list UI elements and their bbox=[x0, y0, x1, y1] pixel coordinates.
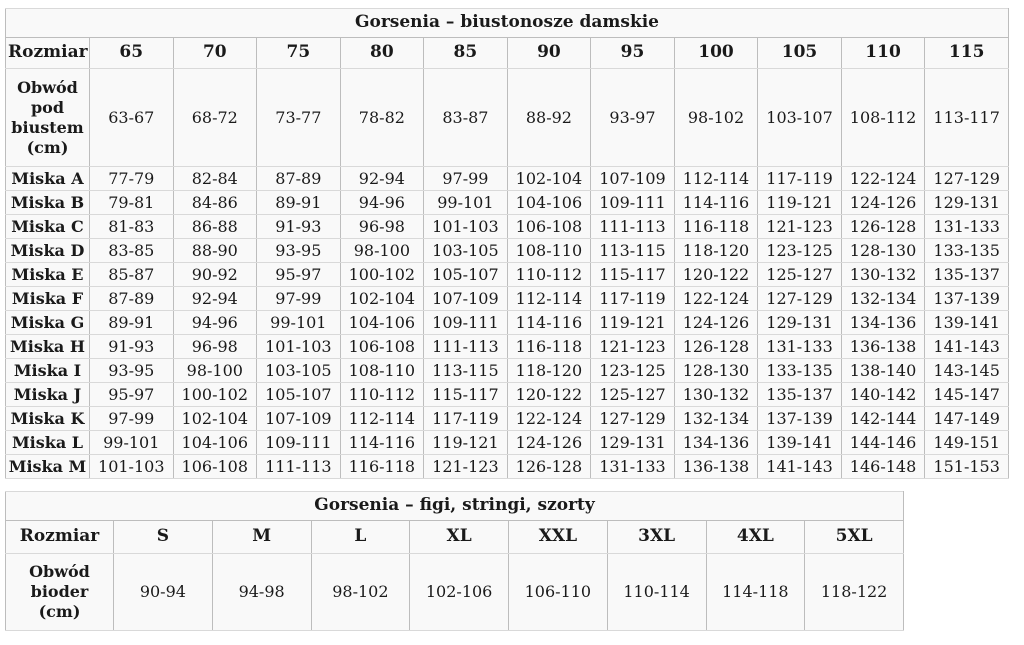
bust-range-cell: 104-106 bbox=[507, 191, 591, 215]
bust-range-cell: 129-131 bbox=[758, 311, 842, 335]
underbust-range-cell: 113-117 bbox=[925, 69, 1009, 167]
bust-range-cell: 135-137 bbox=[758, 383, 842, 407]
hips-range-cell: 114-118 bbox=[706, 554, 805, 631]
hips-range-cell: 110-114 bbox=[607, 554, 706, 631]
cup-row-label: Miska D bbox=[6, 239, 90, 263]
bust-range-cell: 105-107 bbox=[257, 383, 341, 407]
bust-range-cell: 133-135 bbox=[758, 359, 842, 383]
brief-table-body bbox=[6, 492, 904, 631]
bust-range-cell: 139-141 bbox=[758, 431, 842, 455]
bra-size-column-header: 65 bbox=[90, 38, 174, 69]
bust-range-cell: 127-129 bbox=[925, 167, 1009, 191]
brief-size-column-header: L bbox=[311, 521, 410, 554]
bust-range-cell: 128-130 bbox=[674, 359, 758, 383]
bust-range-cell: 135-137 bbox=[925, 263, 1009, 287]
brief-header-row bbox=[6, 521, 904, 554]
bust-range-cell: 115-117 bbox=[591, 263, 675, 287]
bust-range-cell: 131-133 bbox=[591, 455, 675, 479]
bust-range-cell: 83-85 bbox=[90, 239, 174, 263]
bust-range-cell: 92-94 bbox=[340, 167, 424, 191]
bust-range-cell: 126-128 bbox=[674, 335, 758, 359]
bust-range-cell: 124-126 bbox=[841, 191, 925, 215]
bust-range-cell: 143-145 bbox=[925, 359, 1009, 383]
bust-range-cell: 118-120 bbox=[507, 359, 591, 383]
bust-range-cell: 102-104 bbox=[173, 407, 257, 431]
bra-size-column-header: 80 bbox=[340, 38, 424, 69]
bra-table-body bbox=[6, 9, 1009, 479]
hips-range-cell: 118-122 bbox=[805, 554, 904, 631]
bust-range-cell: 123-125 bbox=[591, 359, 675, 383]
hips-range-cell: 98-102 bbox=[311, 554, 410, 631]
cup-row bbox=[6, 287, 1009, 311]
bust-range-cell: 112-114 bbox=[340, 407, 424, 431]
bust-range-cell: 82-84 bbox=[173, 167, 257, 191]
bust-range-cell: 101-103 bbox=[90, 455, 174, 479]
cup-row-label: Miska I bbox=[6, 359, 90, 383]
brief-size-table bbox=[5, 491, 904, 631]
bust-range-cell: 120-122 bbox=[507, 383, 591, 407]
cup-row-label: Miska J bbox=[6, 383, 90, 407]
bra-underbust-row bbox=[6, 69, 1009, 167]
bra-size-column-header: 110 bbox=[841, 38, 925, 69]
brief-size-column-header: XXL bbox=[509, 521, 608, 554]
underbust-range-cell: 98-102 bbox=[674, 69, 758, 167]
bust-range-cell: 96-98 bbox=[340, 215, 424, 239]
underbust-range-cell: 68-72 bbox=[173, 69, 257, 167]
bust-range-cell: 89-91 bbox=[90, 311, 174, 335]
bust-range-cell: 114-116 bbox=[340, 431, 424, 455]
bust-range-cell: 99-101 bbox=[90, 431, 174, 455]
brief-size-column-header: 3XL bbox=[607, 521, 706, 554]
bust-range-cell: 134-136 bbox=[674, 431, 758, 455]
brief-size-label: Rozmiar bbox=[6, 521, 114, 554]
bust-range-cell: 114-116 bbox=[507, 311, 591, 335]
bust-range-cell: 97-99 bbox=[257, 287, 341, 311]
bust-range-cell: 129-131 bbox=[591, 431, 675, 455]
bust-range-cell: 102-104 bbox=[507, 167, 591, 191]
bust-range-cell: 94-96 bbox=[173, 311, 257, 335]
bust-range-cell: 132-134 bbox=[674, 407, 758, 431]
bust-range-cell: 114-116 bbox=[674, 191, 758, 215]
bust-range-cell: 149-151 bbox=[925, 431, 1009, 455]
underbust-range-cell: 108-112 bbox=[841, 69, 925, 167]
bra-table-title: Gorsenia – biustonosze damskie bbox=[6, 9, 1009, 38]
bust-range-cell: 87-89 bbox=[90, 287, 174, 311]
bust-range-cell: 116-118 bbox=[340, 455, 424, 479]
bra-size-column-header: 105 bbox=[758, 38, 842, 69]
bust-range-cell: 136-138 bbox=[674, 455, 758, 479]
cup-row-label: Miska C bbox=[6, 215, 90, 239]
bust-range-cell: 109-111 bbox=[424, 311, 508, 335]
bra-size-column-header: 75 bbox=[257, 38, 341, 69]
underbust-range-cell: 63-67 bbox=[90, 69, 174, 167]
bust-range-cell: 138-140 bbox=[841, 359, 925, 383]
hips-range-cell: 90-94 bbox=[114, 554, 213, 631]
bust-range-cell: 101-103 bbox=[424, 215, 508, 239]
bust-range-cell: 137-139 bbox=[758, 407, 842, 431]
bust-range-cell: 122-124 bbox=[674, 287, 758, 311]
bust-range-cell: 87-89 bbox=[257, 167, 341, 191]
cup-row bbox=[6, 311, 1009, 335]
bust-range-cell: 119-121 bbox=[758, 191, 842, 215]
bust-range-cell: 100-102 bbox=[340, 263, 424, 287]
bust-range-cell: 86-88 bbox=[173, 215, 257, 239]
bust-range-cell: 90-92 bbox=[173, 263, 257, 287]
bust-range-cell: 98-100 bbox=[340, 239, 424, 263]
cup-row-label: Miska M bbox=[6, 455, 90, 479]
bust-range-cell: 129-131 bbox=[925, 191, 1009, 215]
bust-range-cell: 91-93 bbox=[90, 335, 174, 359]
cup-row-label: Miska E bbox=[6, 263, 90, 287]
bust-range-cell: 85-87 bbox=[90, 263, 174, 287]
bra-table-title-row bbox=[6, 9, 1009, 38]
bust-range-cell: 145-147 bbox=[925, 383, 1009, 407]
cup-row-label: Miska G bbox=[6, 311, 90, 335]
bust-range-cell: 128-130 bbox=[841, 239, 925, 263]
bust-range-cell: 147-149 bbox=[925, 407, 1009, 431]
hips-range-cell: 106-110 bbox=[509, 554, 608, 631]
bust-range-cell: 110-112 bbox=[340, 383, 424, 407]
bust-range-cell: 131-133 bbox=[925, 215, 1009, 239]
bust-range-cell: 131-133 bbox=[758, 335, 842, 359]
brief-table-title-row bbox=[6, 492, 904, 521]
bust-range-cell: 89-91 bbox=[257, 191, 341, 215]
bust-range-cell: 126-128 bbox=[507, 455, 591, 479]
bust-range-cell: 110-112 bbox=[507, 263, 591, 287]
bust-range-cell: 117-119 bbox=[758, 167, 842, 191]
bust-range-cell: 98-100 bbox=[173, 359, 257, 383]
bust-range-cell: 79-81 bbox=[90, 191, 174, 215]
brief-hips-label: Obwód bioder (cm) bbox=[6, 554, 114, 631]
bust-range-cell: 139-141 bbox=[925, 311, 1009, 335]
bust-range-cell: 111-113 bbox=[591, 215, 675, 239]
bust-range-cell: 120-122 bbox=[674, 263, 758, 287]
bust-range-cell: 115-117 bbox=[424, 383, 508, 407]
bust-range-cell: 84-86 bbox=[173, 191, 257, 215]
bust-range-cell: 81-83 bbox=[90, 215, 174, 239]
cup-row bbox=[6, 239, 1009, 263]
cup-row-label: Miska B bbox=[6, 191, 90, 215]
bust-range-cell: 127-129 bbox=[591, 407, 675, 431]
bra-size-column-header: 115 bbox=[925, 38, 1009, 69]
bust-range-cell: 108-110 bbox=[507, 239, 591, 263]
bust-range-cell: 140-142 bbox=[841, 383, 925, 407]
bust-range-cell: 105-107 bbox=[424, 263, 508, 287]
bust-range-cell: 112-114 bbox=[674, 167, 758, 191]
bust-range-cell: 126-128 bbox=[841, 215, 925, 239]
bust-range-cell: 146-148 bbox=[841, 455, 925, 479]
bust-range-cell: 106-108 bbox=[173, 455, 257, 479]
brief-hips-row bbox=[6, 554, 904, 631]
underbust-range-cell: 88-92 bbox=[507, 69, 591, 167]
brief-size-column-header: XL bbox=[410, 521, 509, 554]
bust-range-cell: 132-134 bbox=[841, 287, 925, 311]
bust-range-cell: 104-106 bbox=[340, 311, 424, 335]
bust-range-cell: 103-105 bbox=[424, 239, 508, 263]
bust-range-cell: 111-113 bbox=[257, 455, 341, 479]
bust-range-cell: 111-113 bbox=[424, 335, 508, 359]
bust-range-cell: 107-109 bbox=[257, 407, 341, 431]
bust-range-cell: 107-109 bbox=[424, 287, 508, 311]
bust-range-cell: 141-143 bbox=[925, 335, 1009, 359]
bra-size-table bbox=[5, 8, 1009, 479]
bust-range-cell: 101-103 bbox=[257, 335, 341, 359]
bust-range-cell: 121-123 bbox=[758, 215, 842, 239]
underbust-range-cell: 78-82 bbox=[340, 69, 424, 167]
underbust-range-cell: 83-87 bbox=[424, 69, 508, 167]
brief-size-column-header: M bbox=[212, 521, 311, 554]
bust-range-cell: 117-119 bbox=[424, 407, 508, 431]
bra-size-column-header: 85 bbox=[424, 38, 508, 69]
underbust-range-cell: 73-77 bbox=[257, 69, 341, 167]
bust-range-cell: 106-108 bbox=[507, 215, 591, 239]
bust-range-cell: 108-110 bbox=[340, 359, 424, 383]
bust-range-cell: 125-127 bbox=[591, 383, 675, 407]
bust-range-cell: 92-94 bbox=[173, 287, 257, 311]
bra-size-column-header: 90 bbox=[507, 38, 591, 69]
bust-range-cell: 94-96 bbox=[340, 191, 424, 215]
bust-range-cell: 97-99 bbox=[424, 167, 508, 191]
bra-header-row bbox=[6, 38, 1009, 69]
bust-range-cell: 127-129 bbox=[758, 287, 842, 311]
bust-range-cell: 99-101 bbox=[424, 191, 508, 215]
cup-row bbox=[6, 455, 1009, 479]
bust-range-cell: 106-108 bbox=[340, 335, 424, 359]
cup-row-label: Miska K bbox=[6, 407, 90, 431]
cup-row bbox=[6, 215, 1009, 239]
bust-range-cell: 100-102 bbox=[173, 383, 257, 407]
bust-range-cell: 88-90 bbox=[173, 239, 257, 263]
cup-row bbox=[6, 407, 1009, 431]
bust-range-cell: 102-104 bbox=[340, 287, 424, 311]
cup-row-label: Miska A bbox=[6, 167, 90, 191]
bust-range-cell: 103-105 bbox=[257, 359, 341, 383]
underbust-range-cell: 103-107 bbox=[758, 69, 842, 167]
brief-table-title: Gorsenia – figi, stringi, szorty bbox=[6, 492, 904, 521]
bust-range-cell: 109-111 bbox=[591, 191, 675, 215]
bust-range-cell: 97-99 bbox=[90, 407, 174, 431]
hips-range-cell: 94-98 bbox=[212, 554, 311, 631]
brief-size-column-header: 5XL bbox=[805, 521, 904, 554]
bust-range-cell: 99-101 bbox=[257, 311, 341, 335]
bra-size-label: Rozmiar bbox=[6, 38, 90, 69]
bust-range-cell: 117-119 bbox=[591, 287, 675, 311]
bust-range-cell: 93-95 bbox=[257, 239, 341, 263]
underbust-range-cell: 93-97 bbox=[591, 69, 675, 167]
bust-range-cell: 109-111 bbox=[257, 431, 341, 455]
cup-row bbox=[6, 191, 1009, 215]
bra-size-column-header: 95 bbox=[591, 38, 675, 69]
bust-range-cell: 137-139 bbox=[925, 287, 1009, 311]
bust-range-cell: 118-120 bbox=[674, 239, 758, 263]
bust-range-cell: 144-146 bbox=[841, 431, 925, 455]
bust-range-cell: 116-118 bbox=[674, 215, 758, 239]
bust-range-cell: 95-97 bbox=[257, 263, 341, 287]
bust-range-cell: 112-114 bbox=[507, 287, 591, 311]
cup-row bbox=[6, 167, 1009, 191]
cup-row bbox=[6, 263, 1009, 287]
bust-range-cell: 134-136 bbox=[841, 311, 925, 335]
cup-row bbox=[6, 335, 1009, 359]
cup-row-label: Miska F bbox=[6, 287, 90, 311]
bust-range-cell: 104-106 bbox=[173, 431, 257, 455]
bust-range-cell: 122-124 bbox=[507, 407, 591, 431]
bust-range-cell: 121-123 bbox=[424, 455, 508, 479]
bust-range-cell: 142-144 bbox=[841, 407, 925, 431]
bust-range-cell: 125-127 bbox=[758, 263, 842, 287]
bust-range-cell: 113-115 bbox=[591, 239, 675, 263]
bust-range-cell: 77-79 bbox=[90, 167, 174, 191]
bust-range-cell: 113-115 bbox=[424, 359, 508, 383]
bra-size-column-header: 70 bbox=[173, 38, 257, 69]
cup-row bbox=[6, 359, 1009, 383]
bust-range-cell: 136-138 bbox=[841, 335, 925, 359]
bust-range-cell: 130-132 bbox=[841, 263, 925, 287]
bust-range-cell: 122-124 bbox=[841, 167, 925, 191]
bust-range-cell: 151-153 bbox=[925, 455, 1009, 479]
brief-size-column-header: 4XL bbox=[706, 521, 805, 554]
bust-range-cell: 124-126 bbox=[507, 431, 591, 455]
bust-range-cell: 93-95 bbox=[90, 359, 174, 383]
bust-range-cell: 119-121 bbox=[591, 311, 675, 335]
bust-range-cell: 133-135 bbox=[925, 239, 1009, 263]
brief-size-column-header: S bbox=[114, 521, 213, 554]
bust-range-cell: 107-109 bbox=[591, 167, 675, 191]
bust-range-cell: 124-126 bbox=[674, 311, 758, 335]
bra-size-column-header: 100 bbox=[674, 38, 758, 69]
bust-range-cell: 141-143 bbox=[758, 455, 842, 479]
bust-range-cell: 91-93 bbox=[257, 215, 341, 239]
cup-row bbox=[6, 431, 1009, 455]
bust-range-cell: 130-132 bbox=[674, 383, 758, 407]
bust-range-cell: 95-97 bbox=[90, 383, 174, 407]
hips-range-cell: 102-106 bbox=[410, 554, 509, 631]
bust-range-cell: 96-98 bbox=[173, 335, 257, 359]
bra-underbust-label: Obwód pod biustem (cm) bbox=[6, 69, 90, 167]
cup-row-label: Miska H bbox=[6, 335, 90, 359]
cup-row bbox=[6, 383, 1009, 407]
cup-row-label: Miska L bbox=[6, 431, 90, 455]
bust-range-cell: 119-121 bbox=[424, 431, 508, 455]
bust-range-cell: 116-118 bbox=[507, 335, 591, 359]
bust-range-cell: 123-125 bbox=[758, 239, 842, 263]
bust-range-cell: 121-123 bbox=[591, 335, 675, 359]
